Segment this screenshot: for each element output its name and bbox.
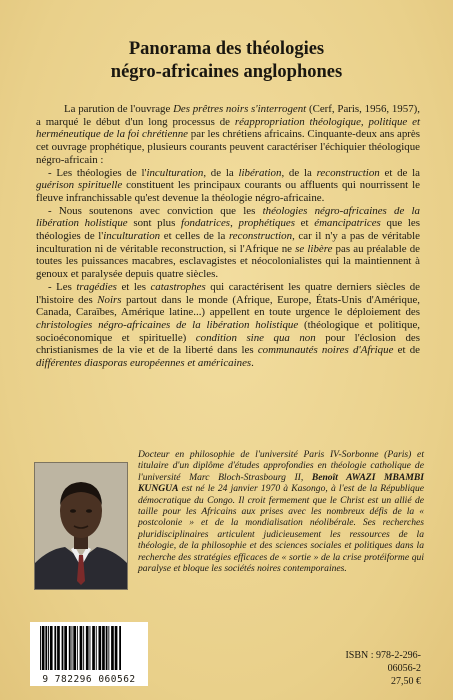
title-line-2: négro-africaines anglophones [110,62,343,82]
italic-text: reconstruction [228,230,293,243]
barcode-bar [57,626,60,670]
text: - Nous soutenons avec conviction que les [48,204,263,217]
barcode-bar [64,626,67,670]
blurb-paragraph-3 [36,205,420,281]
barcode-bar [62,626,64,670]
text: est né le 24 janvier 1970 à Kasongo, à l'est de la République démocratique du Congo. Il croit fermement que le Christ est un allié de taille pour les Africains aux prises avec les nombreux défis de la « postcolonie » et de la mondialisation néolibérale. Ses recherches pluridisciplinaires articulent judicieusement les ressources de la théologie, de la philosophie et des sciences sociales et politiques dans la recherche des stratégies efficaces de « sortie » de la crise protéiforme qui paralyse et bloque les sociétés noires contemporaines. [138,483,424,575]
barcode-bar [40,626,41,670]
price: 27,50 € [391,676,421,687]
barcode-bar [83,626,84,670]
title-line-1: Panorama des théologies [128,39,325,59]
italic-text: condition sine qua non [195,331,316,344]
barcode-bar [54,626,56,670]
italic-text: fondatrices [181,217,231,230]
text: (théologique et politique, socioéconomique et spirituelle) [36,318,420,344]
italic-text: inculturation [103,230,161,243]
italic-text: se libère [295,242,333,255]
text: , de la [281,166,317,179]
barcode-bar [106,626,108,670]
barcode-bar [80,626,83,670]
text: pour l'éclosion des christianismes de la vie et de la liberté dans les [36,331,420,357]
text: Docteur en philosophie de l'université Paris IV-Sorbonne (Paris) et titulaire d'un diplôme d'études approfondies en théologie catholique de l'université Marc Bloch-Strasbourg II, [138,449,424,483]
italic-text: reconstruction [316,166,380,179]
barcode-bar [108,626,109,670]
text: sont plus [127,217,182,230]
barcode-bar [115,626,118,670]
barcode-bar [99,626,102,670]
author-photo [34,462,128,590]
blurb-paragraph-4 [36,281,420,370]
text: (Cerf, Paris, 1956, 1957), a marqué le début d'un long processus de [36,103,420,128]
text: et de [393,344,420,357]
italic-text: tragédies [76,280,117,293]
barcode-bar [90,626,91,670]
text: constituent les principaux courants ou affluents qui nourrissent le fleuve infranchissable qu'est devenue la théologie négro-africaine. [36,179,421,204]
italic-text: catastrophes [150,280,206,293]
italic-text: Des prêtres noirs s'interrogent [173,103,307,115]
isbn-block [319,649,421,688]
barcode-bar [86,626,89,670]
italic-text: libération [238,166,282,179]
barcode-bar [119,626,121,670]
barcode-bar [73,626,76,670]
text: et de la [379,166,421,179]
italic-text: guérison spirituelle [36,179,123,192]
barcode-bar [72,626,73,670]
text: . [251,357,254,370]
text: et celles de la [160,230,229,243]
author-portrait-icon [35,463,127,589]
italic-text: communautés noires d'Afrique [257,344,394,357]
italic-text: différentes diasporas européennes et américaines [36,357,252,370]
barcode-bar [50,626,53,670]
text: et les [116,280,151,293]
italic-text: émancipatrices [314,217,381,230]
author-name: Benoît AWAZI MBAMBI KUNGUA [138,471,424,495]
barcode-bars-icon [30,622,148,674]
text: , car il n'y a pas de véritable inculturation ni de véritable reconstruction, si l'Afrique ne [36,230,420,255]
text: pas au préalable de toutes les puissances macabres, esclavagistes et néocolonialistes qui la maintiennent à genoux et paralysée depuis quatre siècles. [36,242,421,281]
author-biography [138,449,424,574]
text: que les théologies de l' [36,217,421,243]
barcode-bar [69,626,71,670]
barcode-bar [45,626,47,670]
barcode-bar [92,626,95,670]
book-title [0,38,453,84]
text: qui caractérisent les quatre derniers siècles de l'histoire des [36,280,420,306]
italic-text: inculturation [146,166,204,179]
italic-text: prophétiques [238,217,295,230]
text: , [230,217,239,230]
italic-text: Noirs [97,293,122,306]
barcode-bar [77,626,78,670]
blurb-paragraph-2 [36,167,420,205]
italic-text: réappropriation théologique, politique et herméneutique de la foi chrétienne [36,115,420,141]
text: - Les [48,280,77,293]
text: - Les théologies de l' [48,166,147,179]
text: partout dans le monde (Afrique, Europe, États-Unis d'Amérique, Canada, Caraïbes, Amérique latine...) appellent en toute urgence le déploiement des [36,293,421,319]
blurb-text [36,103,420,370]
italic-text: christologies négro-africaines de la libération holistique [36,318,299,331]
text: et [294,217,315,230]
barcode-digits: 9 782296 060562 [42,674,136,685]
barcode [30,622,148,686]
barcode-bar [102,626,105,670]
isbn-code: ISBN : 978-2-296-06056-2 [345,650,421,674]
italic-text: théologies négro-africaines de la libération holistique [36,204,421,230]
text: , de la [203,166,239,179]
blurb-paragraph-1 [36,103,420,167]
barcode-bar [42,626,45,670]
text: par les chrétiens africains. Cinquante-deux ans après cet ouvrage prophétique, plusieurs courants peuvent caractériser l'échiquier théologique négro-africain : [36,128,420,166]
barcode-bar [96,626,97,670]
text: La parution de l'ouvrage [64,103,174,115]
barcode-bar [48,626,49,670]
barcode-bar [111,626,114,670]
